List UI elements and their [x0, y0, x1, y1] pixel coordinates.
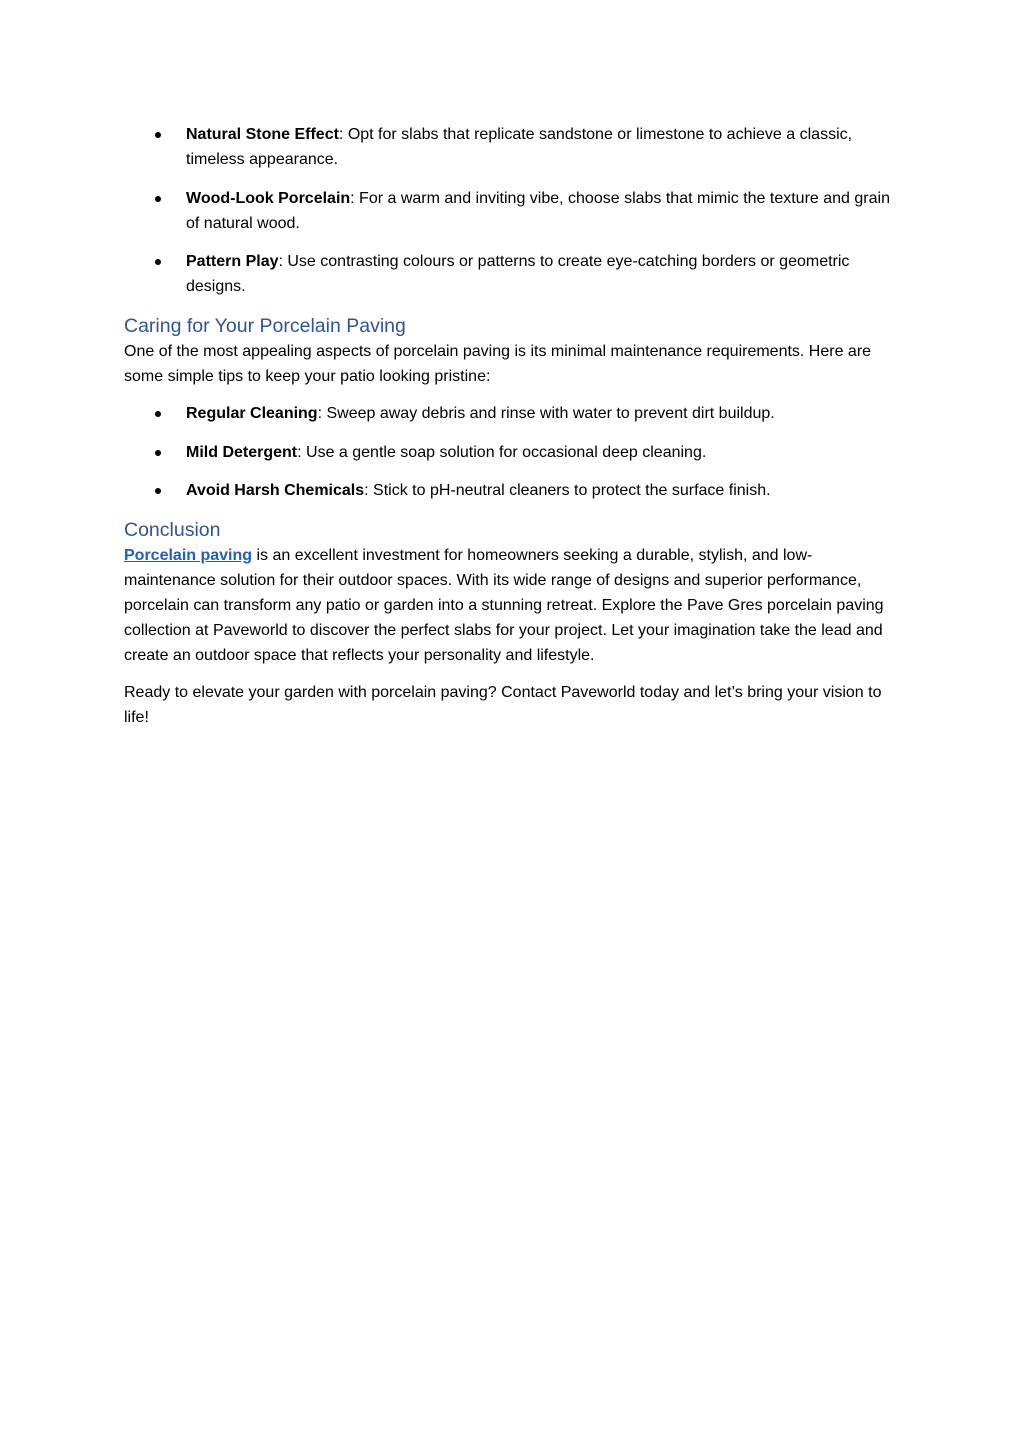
list-item: [124, 186, 902, 236]
bullet-term: Pattern Play: [186, 253, 279, 270]
bullet-term: Mild Detergent: [186, 443, 298, 461]
bullet-icon: [155, 411, 161, 417]
caring-heading: Caring for Your Porcelain Paving: [124, 314, 406, 337]
list-item: [124, 249, 902, 299]
list-item: [124, 401, 902, 426]
caring-intro: One of the most appealing aspects of porcelain paving is its minimal maintenance requirements. Here are some simple tips to keep your patio looking pristine:: [124, 342, 872, 385]
bullet-icon: [155, 196, 161, 202]
bullet-text: : Use contrasting colours or patterns to create eye-catching borders or geometric designs.: [186, 253, 850, 295]
call-to-action-paragraph: Ready to elevate your garden with porcelain paving? Contact Paveworld today and let’s bring your vision to life!: [124, 684, 882, 726]
list-item: [124, 122, 902, 172]
conclusion-heading: Conclusion: [124, 518, 221, 541]
bullet-icon: [155, 488, 161, 494]
bullet-term: Wood-Look Porcelain: [186, 189, 351, 207]
bullet-text: : Stick to pH-neutral cleaners to protect the surface finish.: [364, 482, 771, 499]
bullet-text: : Sweep away debris and rinse with water to prevent dirt buildup.: [317, 405, 775, 422]
caring-tips-list: [124, 401, 902, 503]
bullet-text: : Use a gentle soap solution for occasional deep cleaning.: [297, 443, 707, 461]
bullet-term: Natural Stone Effect: [186, 126, 339, 143]
bullet-term: Regular Cleaning: [186, 405, 318, 422]
bullet-term: Avoid Harsh Chemicals: [186, 482, 365, 499]
porcelain-paving-link[interactable]: Porcelain paving: [124, 546, 253, 564]
list-item: [124, 440, 902, 465]
conclusion-paragraph-text: is an excellent investment for homeowners seeking a durable, stylish, and low-maintenance solution for their outdoor spaces. With its wide range of designs and superior performance, porcelain can transform any patio or garden into a stunning retreat. Explore the Pave Gres porcelain paving collection at Paveworld to discover the perfect slabs for your project. Let your imagination take the lead and create an outdoor space that reflects your personality and lifestyle.: [124, 546, 884, 664]
bullet-icon: [155, 259, 161, 265]
list-item: [124, 478, 902, 503]
conclusion-paragraph: [124, 543, 902, 668]
design-options-list: [124, 122, 902, 299]
bullet-text: : For a warm and inviting vibe, choose slabs that mimic the texture and grain of natural wood.: [186, 189, 890, 232]
bullet-text: : Opt for slabs that replicate sandstone or limestone to achieve a classic, timeless appearance.: [186, 126, 853, 168]
bullet-icon: [155, 132, 161, 138]
page-content: [124, 122, 902, 730]
bullet-icon: [155, 450, 161, 456]
